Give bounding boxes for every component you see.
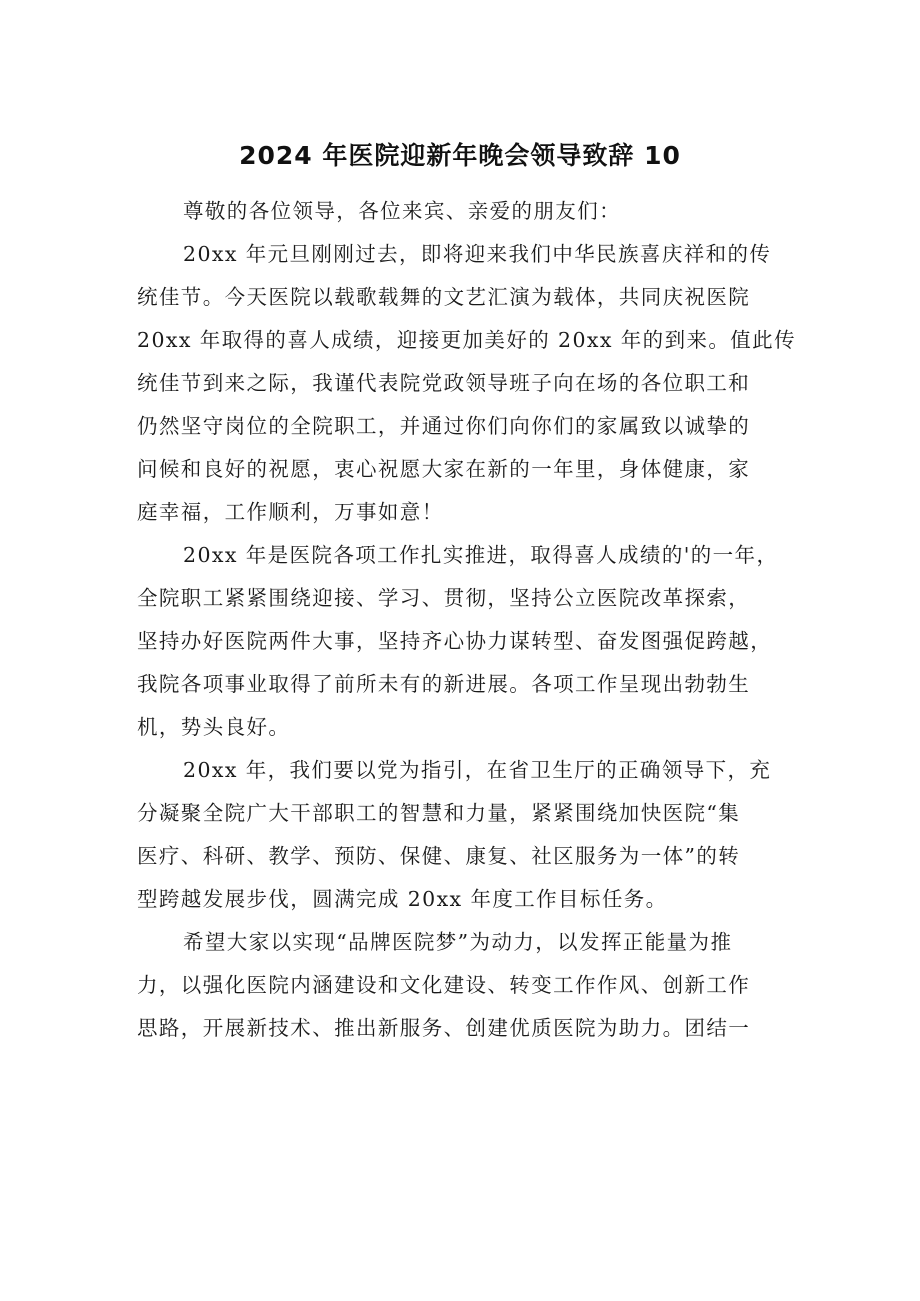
body-line: 20xx 年取得的喜人成绩，迎接更加美好的 20xx 年的到来。值此传	[137, 328, 796, 352]
body-line: 力，以强化医院内涵建设和文化建设、转变工作作风、创新工作	[137, 973, 751, 997]
body-line: 我院各项事业取得了前所未有的新进展。各项工作呈现出勃勃生	[137, 672, 751, 696]
body-line: 仍然坚守岗位的全院职工，并通过你们向你们的家属致以诚挚的	[137, 414, 751, 438]
body-line: 庭幸福，工作顺利，万事如意！	[137, 500, 444, 524]
document-title: 2024 年医院迎新年晚会领导致辞 10	[239, 141, 681, 170]
body-line: 坚持办好医院两件大事，坚持齐心协力谋转型、奋发图强促跨越，	[137, 629, 773, 653]
body-line: 20xx 年，我们要以党为指引，在省卫生厅的正确领导下，充	[183, 758, 772, 782]
body-line: 20xx 年元旦刚刚过去，即将迎来我们中华民族喜庆祥和的传	[183, 242, 772, 266]
body-line: 医疗、科研、教学、预防、保健、康复、社区服务为一体”的转	[137, 844, 741, 868]
body-line: 全院职工紧紧围绕迎接、学习、贯彻，坚持公立医院改革探索，	[137, 586, 751, 610]
body-line: 希望大家以实现“品牌医院梦”为动力，以发挥正能量为推	[183, 930, 733, 954]
body-line: 统佳节到来之际，我谨代表院党政领导班子向在场的各位职工和	[137, 371, 751, 395]
body-line: 思路，开展新技术、推出新服务、创建优质医院为助力。团结一	[137, 1016, 751, 1040]
body-line: 20xx 年是医院各项工作扎实推进，取得喜人成绩的'的一年，	[183, 543, 779, 567]
body-line: 尊敬的各位领导，各位来宾、亲爱的朋友们：	[183, 199, 621, 223]
body-line: 机，势头良好。	[137, 715, 291, 739]
body-line: 统佳节。今天医院以载歌载舞的文艺汇演为载体，共同庆祝医院	[137, 285, 751, 309]
body-line: 分凝聚全院广大干部职工的智慧和力量，紧紧围绕加快医院“集	[137, 801, 741, 825]
document-body	[137, 190, 795, 1050]
body-line: 型跨越发展步伐，圆满完成 20xx 年度工作目标任务。	[137, 887, 668, 911]
body-line: 问候和良好的祝愿，衷心祝愿大家在新的一年里，身体健康，家	[137, 457, 751, 481]
